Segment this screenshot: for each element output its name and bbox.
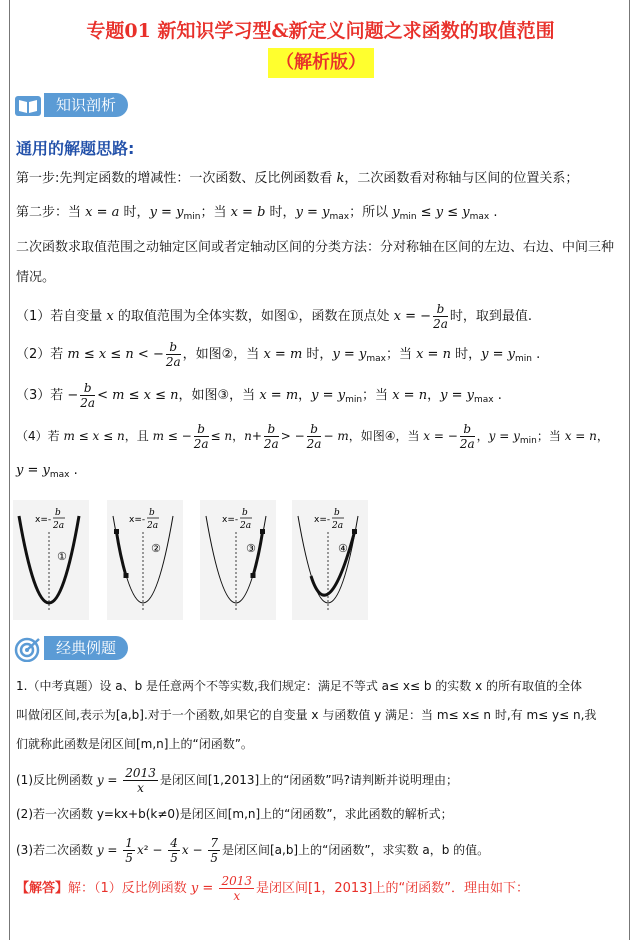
svg-text:x=-: x=- bbox=[314, 515, 331, 525]
book-icon bbox=[14, 93, 42, 119]
target-icon bbox=[14, 636, 42, 662]
example-paragraph-1: 1.（中考真题）设 a、b 是任意两个不等实数,我们规定：满足不等式 a≤ x≤ b 的实数 x 的所有取值的全体 bbox=[16, 679, 583, 693]
svg-text:2a: 2a bbox=[53, 521, 65, 531]
parabola-figure-1 bbox=[13, 500, 89, 620]
svg-text:b: b bbox=[55, 508, 61, 518]
document-title: 专题01 新知识学习型&新定义问题之求函数的取值范围 bbox=[86, 20, 555, 42]
page-border-left bbox=[9, 0, 10, 940]
method-paragraph-end: 情况。 bbox=[16, 270, 56, 285]
document-subtitle: （解析版） bbox=[268, 48, 374, 78]
svg-text:2a: 2a bbox=[332, 521, 344, 531]
svg-text:b: b bbox=[149, 508, 155, 518]
case-2: （2）若 m ≤ x ≤ n < − $\frac{b}{2a}$ ，如图②，当 x = m 时，$y = y_{max}$；当 x = n 时，$y = y_{min}$ . bbox=[16, 340, 541, 369]
figure-3-label: ③ bbox=[246, 542, 256, 555]
case-4-end: $y = y_{max}$ . bbox=[16, 463, 78, 480]
step-2: 第二步：当 x = a 时，$y = y_{min}$；当 x = b 时，$y = y_{max}$；所以 $y_{min} \le y \le y_{max}$ . bbox=[16, 205, 498, 222]
case-4: （4）若 m ≤ x ≤ n，且 m ≤ − $\frac{b}{2a}$ ≤ n，n+ $\frac{b}{2a}$ > − $\frac{b}{2a}$ − m，如图④，当 x = − $\frac{b}{2a}$ ，$y = y_{min}$；当 x = n， bbox=[16, 422, 609, 451]
knowledge-heading: 通用的解题思路: bbox=[16, 139, 135, 158]
svg-text:x=-: x=- bbox=[129, 515, 146, 525]
svg-text:x=-: x=- bbox=[222, 515, 239, 525]
page-border-right bbox=[629, 0, 630, 940]
svg-text:2a: 2a bbox=[240, 521, 252, 531]
svg-text:x=-: x=- bbox=[35, 515, 52, 525]
example-paragraph-2: 叫做闭区间,表示为[a,b].对于一个函数,如果它的自变量 x 与函数值 y 满足：当 m≤ x≤ n 时,有 m≤ y≤ n,我 bbox=[16, 708, 597, 722]
question-2: (2)若一次函数 y=kx+b(k≠0)是闭区间[m,n]上的“闭函数”，求此函数的解析式； bbox=[16, 807, 453, 821]
step-1: 第一步:先判定函数的增减性：一次函数、反比例函数看 k，二次函数看对称轴与区间的位置关系； bbox=[16, 171, 579, 186]
section-label: 经典例题 bbox=[44, 636, 128, 660]
section-label: 知识剖析 bbox=[44, 93, 128, 117]
case-1: （1）若自变量 x 的取值范围为全体实数，如图①，函数在顶点处 x = − $\frac{b}{2a}$ 时，取到最值. bbox=[16, 302, 533, 331]
svg-text:b: b bbox=[242, 508, 248, 518]
svg-text:b: b bbox=[334, 508, 340, 518]
method-paragraph: 二次函数求取值范围之动轴定区间或者定轴动区间的分类方法：分对称轴在区间的左边、右边、中间三种 bbox=[16, 240, 615, 255]
question-3: (3)若二次函数 y = $\frac{1}{5}$ x² − $\frac{4}{5}$ x − $\frac{7}{5}$ 是闭区间[a,b]上的“闭函数”，求实数 a，b 的值。 bbox=[16, 836, 490, 865]
svg-text:2a: 2a bbox=[147, 521, 159, 531]
figure-1-label: ① bbox=[57, 550, 67, 563]
parabola-figure-2 bbox=[107, 500, 183, 620]
answer-tag: 【解答】 bbox=[16, 881, 69, 896]
question-1: (1)反比例函数 y = $\frac{2013}{x}$ 是闭区间[1,2013]上的“闭函数”吗?请判断并说明理由； bbox=[16, 766, 458, 795]
figure-4-label: ④ bbox=[338, 542, 348, 555]
parabola-figure-3 bbox=[200, 500, 276, 620]
case-3: （3）若 − $\frac{b}{2a}$ < m ≤ x ≤ n，如图③，当 x = m，$y = y_{min}$；当 x = n，$y = y_{max}$ . bbox=[16, 381, 502, 410]
figure-2-label: ② bbox=[151, 542, 161, 555]
parabola-figure-4 bbox=[292, 500, 368, 620]
example-paragraph-3: 们就称此函数是闭区间[m,n]上的“闭函数”。 bbox=[16, 737, 253, 751]
answer-line: 【解答】解：（1）反比例函数 y = $\frac{2013}{x}$ 是闭区间[1，2013]上的“闭函数”．理由如下： bbox=[16, 874, 529, 903]
